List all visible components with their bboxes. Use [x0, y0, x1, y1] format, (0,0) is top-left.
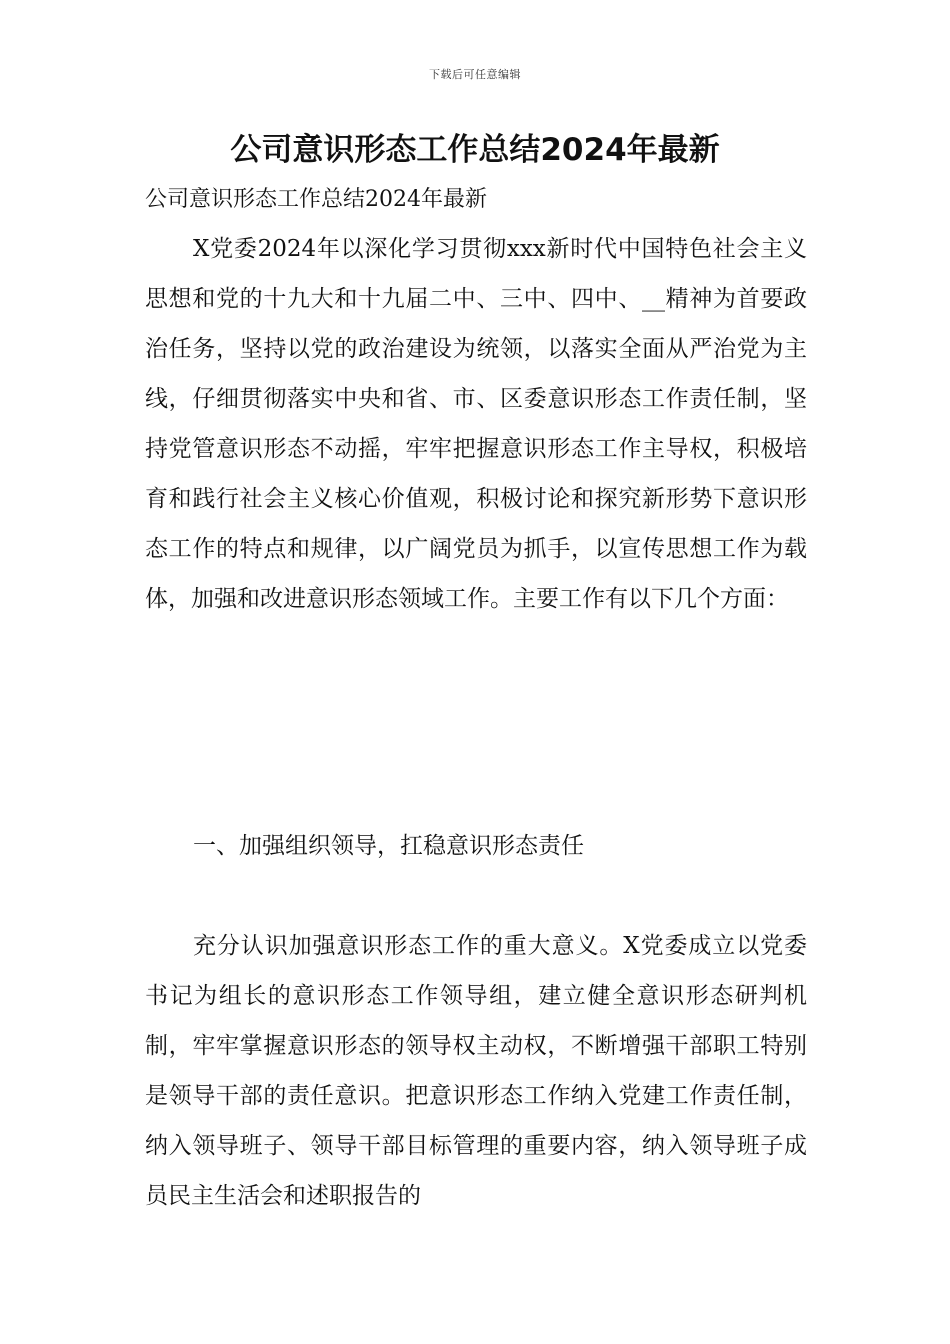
section-heading: 一、加强组织领导，扛稳意识形态责任	[193, 833, 584, 859]
header-note: 下载后可任意编辑	[429, 68, 521, 81]
document-subtitle: 公司意识形态工作总结2024年最新	[145, 187, 487, 212]
document-title: 公司意识形态工作总结2024年最新	[230, 132, 720, 168]
intro-paragraph: X党委2024年以深化学习贯彻xxx新时代中国特色社会主义思想和党的十九大和十九届二中、三中、四中、__精神为首要政治任务，坚持以党的政治建设为统领，以落实全面从严治党为主线，仔细贯彻落实中央和省、市、区委意识形态工作责任制，坚持党管意识形态不动摇，牢牢把握意识形态工作主导权，积极培育和践行社会主义核心价值观，积极讨论和探究新形势下意识形态工作的特点和规律，以广阔党员为抓手，以宣传思想工作为载体，加强和改进意识形态领域工作。主要工作有以下几个方面：	[145, 236, 807, 612]
body-paragraph: 充分认识加强意识形态工作的重大意义。X党委成立以党委书记为组长的意识形态工作领导组，建立健全意识形态研判机制，牢牢掌握意识形态的领导权主动权，不断增强干部职工特别是领导干部的责任意识。把意识形态工作纳入党建工作责任制，纳入领导班子、领导干部目标管理的重要内容，纳入领导班子成员民主生活会和述职报告的	[145, 933, 807, 1209]
